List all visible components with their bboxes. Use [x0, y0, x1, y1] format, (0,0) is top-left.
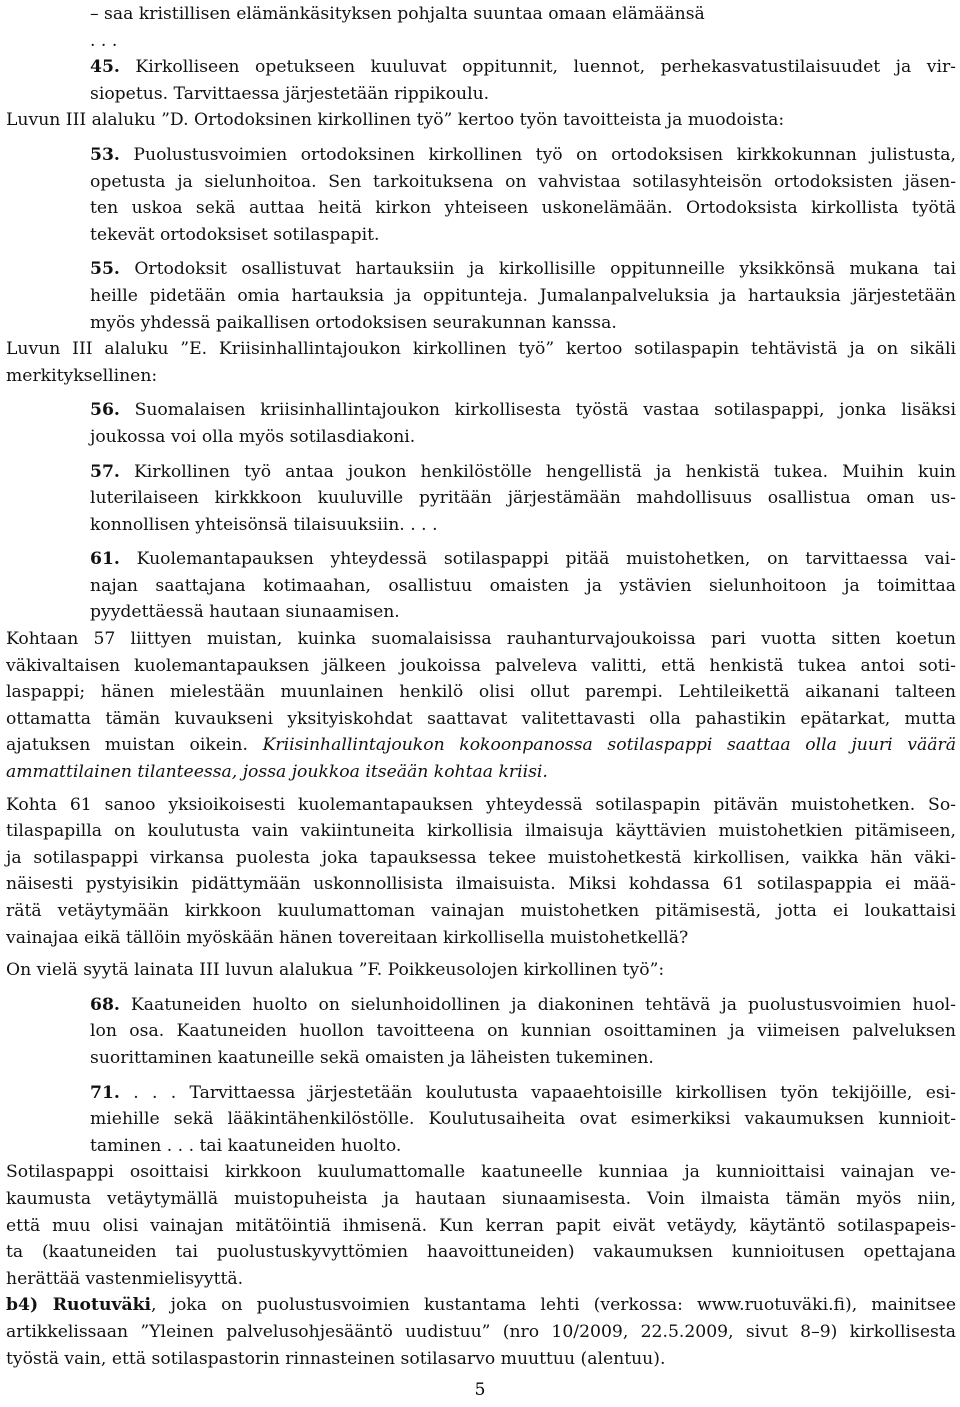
bullet-line: – saa kristillisen elämänkäsityksen pohjalta suuntaa omaan elämäänsä	[90, 4, 705, 24]
text-line: miehille sekä lääkintähenkilöstölle. Koulutusaiheita ovat esimerkiksi vakaumuksen kunnioit-	[90, 1109, 956, 1130]
text-line: b4) Ruotuväki, joka on puolustusvoimien kustantama lehti (verkossa: www.ruotuväki.fi), mainitsee	[6, 1295, 956, 1316]
section-53: 53. Puolustusvoimien ortodoksinen kirkollinen työ on ortodoksisen kirkkokunnan julistusta,	[90, 144, 956, 165]
item-number: 71.	[90, 1082, 120, 1103]
section-61: 61. Kuolemantapauksen yhteydessä sotilaspappi pitää muistohetken, on tarvittaessa vai-	[90, 549, 956, 570]
text-line: On vielä syytä lainata III luvun alalukua ”F. Poikkeusolojen kirkollinen työ”:	[6, 960, 665, 981]
section-55: 55. Ortodoksit osallistuvat hartauksiin ja kirkollisille oppitunneille yksikkönsä mukana tai	[90, 259, 956, 280]
item-number: 55.	[90, 259, 120, 280]
item-number: 57.	[90, 461, 120, 482]
section-71: 71. . . . Tarvittaessa järjestetään koulutusta vapaaehtoisille kirkollisen työn tekijöille, esi-	[90, 1082, 956, 1103]
text-line: pyydettäessä hautaan siunaamisen.	[90, 602, 400, 623]
text-line: tekevät ortodoksiset sotilaspapit.	[90, 224, 380, 245]
document-page	[6, 0, 956, 1372]
item-number: 45.	[90, 57, 120, 78]
section-68: 68. Kaatuneiden huolto on sielunhoidollinen ja diakoninen tehtävä ja puolustusvoimien huol-	[90, 994, 956, 1015]
text-line: että muu olisi vainajan mitätöintiä ihmisenä. Kun kerran papit eivät vetäydy, käytäntö sotilaspapeis-	[6, 1215, 956, 1236]
text-line: näisesti pystyisikin pidättymään uskonnollisista ilmaisuista. Miksi kohdassa 61 sotilaspappia ei mää-	[6, 874, 956, 895]
text-line: Sotilaspappi osoittaisi kirkkoon kuulumattomalle kaatuneelle kunniaa ja kunnioittaisi vainajan ve-	[6, 1162, 956, 1183]
text-line: suorittaminen kaatuneille sekä omaisten ja läheisten tukeminen.	[90, 1047, 654, 1068]
section-57: 57. Kirkollinen työ antaa joukon henkilöstölle hengellistä ja henkistä tukea. Muihin kuin	[90, 461, 956, 482]
section-56: 56. Suomalaisen kriisinhallintajoukon kirkollisesta työstä vastaa sotilaspappi, jonka lisäksi	[90, 400, 956, 421]
text-line: merkityksellinen:	[6, 365, 158, 386]
text-line: vainajaa eikä tällöin myöskään hänen tovereitaan kirkollisella muistohetkellä?	[6, 927, 689, 948]
text-line: kaumusta vetäytymällä muistopuheista ja hautaan siunaamisesta. Voin ilmaista tämän myös niin,	[6, 1188, 956, 1209]
text-line: Kohtaan 57 liittyen muistan, kuinka suomalaisissa rauhanturvajoukoissa pari vuotta sitten koetun	[6, 629, 956, 650]
item-number: 61.	[90, 549, 120, 570]
italic-quote: ammattilainen tilanteessa, jossa joukkoa itseään kohtaa kriisi.	[6, 762, 548, 783]
item-number: 68.	[90, 994, 120, 1015]
text-line: rätä vetäytymään kirkkoon kuulumattoman vainajan muistohetken pitämisestä, jotta ei loukattaisi	[6, 901, 956, 921]
text-line: joukossa voi olla myös sotilasdiakoni.	[90, 426, 416, 447]
text-line: työstä vain, että sotilaspastorin rinnasteinen sotilasarvo muuttuu (alentuu).	[6, 1348, 666, 1369]
text-line: ottamatta tämän kuvaukseni yksityiskohdat saattavat valitettavasti olla pahastikin epätarkat, mutta	[6, 708, 956, 729]
text-line: ajatuksen muistan oikein. Kriisinhallintajoukon kokoonpanossa sotilaspappi saattaa olla juuri väärä	[6, 735, 956, 756]
publication-name: b4) Ruotuväki	[6, 1295, 152, 1316]
text-line: myös yhdessä paikallisen ortodoksisen seurakunnan kanssa.	[90, 312, 617, 333]
text-line: siopetus. Tarvittaessa järjestetään rippikoulu.	[90, 83, 490, 104]
text-line: luterilaiseen kirkkkoon kuuluville pyritään järjestämään mahdollisuus osallistua oman us-	[90, 488, 956, 509]
text-line: Luvun III alaluku ”E. Kriisinhallintajoukon kirkollinen työ” kertoo sotilaspapin tehtävistä ja on sikäli	[6, 339, 956, 360]
section-45: 45. Kirkolliseen opetukseen kuuluvat oppitunnit, luennot, perhekasvatustilaisuudet ja vir-	[90, 57, 956, 78]
italic-quote: Kriisinhallintajoukon kokoonpanossa sotilaspappi saattaa olla juuri väärä	[262, 735, 956, 756]
text-line: lon osa. Kaatuneiden huollon tavoitteena on kunnian osoittaminen ja viimeisen palveluksen	[90, 1021, 956, 1042]
text-line: taminen . . . tai kaatuneiden huolto.	[90, 1135, 402, 1156]
text-line: Luvun III alaluku ”D. Ortodoksinen kirkollinen työ” kertoo työn tavoitteista ja muodoista:	[6, 110, 785, 131]
text-line: konnollisen yhteisönsä tilaisuuksiin. . . .	[90, 514, 438, 535]
text-line: laspappi; hänen mielestään muunlainen henkilö olisi ollut parempi. Lehtileikettä aikanani talteen	[6, 682, 956, 703]
text-line: opetusta ja sielunhoitoa. Sen tarkoituksena on vahvistaa sotilasyhteisön ortodoksisten jäsen-	[90, 171, 956, 192]
text-line: ta (kaatuneiden tai puolustuskyvyttömien haavoittuneiden) vakaumuksen kunnioitusen opettajana	[6, 1242, 956, 1263]
page-number: 5	[474, 1380, 486, 1400]
text-line: tilaspapilla on koulutusta vain vakiintuneita kirkollisia ilmaisuja käyttävien muistohetkien pitämiseen,	[6, 821, 956, 842]
text-line: Kohta 61 sanoo yksioikoisesti kuolemantapauksen yhteydessä sotilaspapin pitävän muistohetken. So-	[6, 794, 956, 815]
text-line: ten uskoa sekä auttaa heitä kirkon yhteiseen uskonelämään. Ortodoksista kirkollista työtä	[90, 198, 956, 219]
text-line: najan saattajana kotimaahan, osallistuu omaisten ja ystävien sielunhoitoon ja toimittaa	[90, 575, 956, 596]
text-line: herättää vastenmielisyyttä.	[6, 1268, 244, 1289]
text-line: ja sotilaspappi virkansa puolesta joka tapauksessa tekee muistohetkestä kirkollisen, vaikka hän väki-	[6, 847, 956, 868]
ellipsis-line: . . .	[90, 30, 118, 51]
text-line: väkivaltaisen kuolemantapauksen jälkeen joukoissa palveleva valitti, että henkistä tukea antoi soti-	[6, 655, 956, 676]
item-number: 56.	[90, 400, 120, 421]
item-number: 53.	[90, 144, 120, 165]
text-line: heille pidetään omia hartauksia ja oppitunteja. Jumalanpalveluksia ja hartauksia järjestetään	[90, 285, 956, 306]
text-line: artikkelissaan ”Yleinen palvelusohjesääntö uudistuu” (nro 10/2009, 22.5.2009, sivut 8–9) kirkollisesta	[6, 1321, 956, 1342]
